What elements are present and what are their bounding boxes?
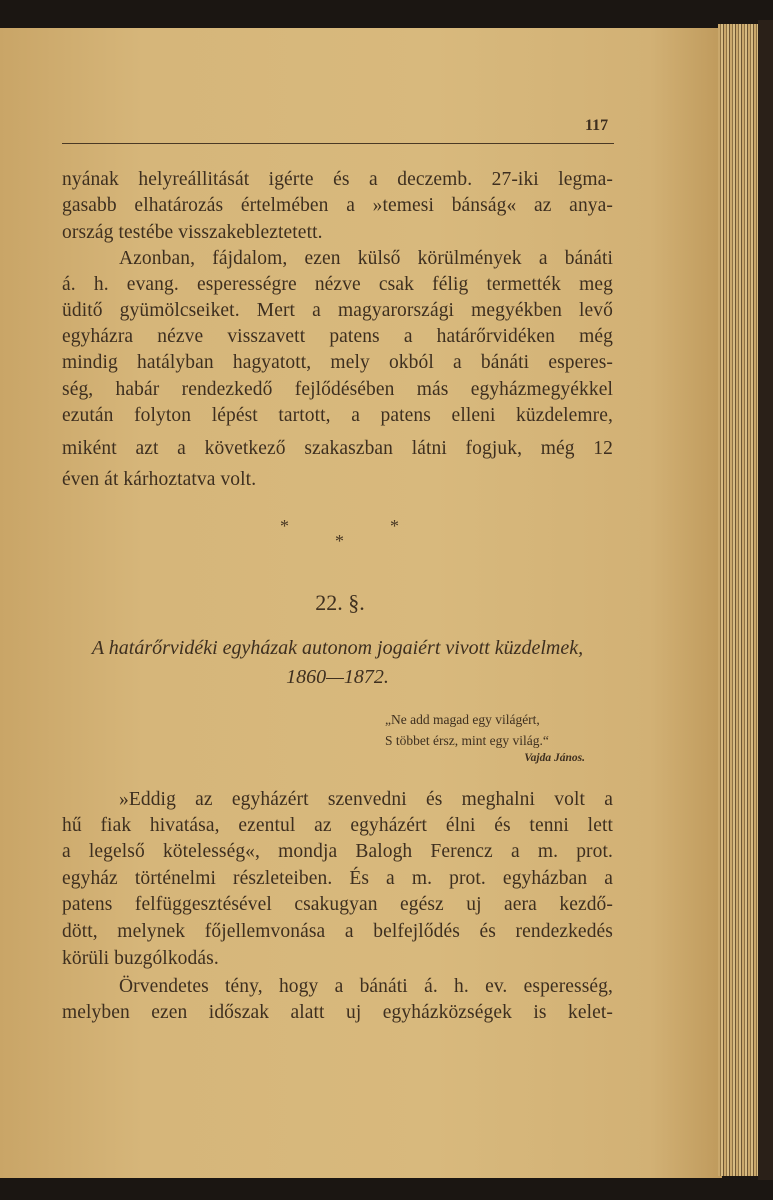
text-line: üditő gyümölcseiket. Mert a magyarországi megyékben levő [62,300,613,321]
text-line: egyház történelmi részleteiben. És a m. prot. egyházban a [62,868,613,889]
text-line: ezután folyton lépést tartott, a patens elleni küzdelemre, [62,405,613,426]
section-title-years: 1860—1872. [286,666,389,688]
epigraph-line: „Ne add magad egy világért, [385,712,540,727]
separator-asterisk: * [335,531,344,551]
text-line: miként azt a következő szakaszban látni fogjuk, még 12 [62,438,613,459]
text-line: nyának helyreállitását igérte és a deczemb. 27-iki legma- [62,169,613,190]
text-line: ség, habár rendezkedő fejlődésében más egyházmegyékkel [62,379,613,400]
text-line: »Eddig az egyházért szenvedni és meghalni volt a [119,789,613,810]
text-line: körüli buzgólkodás. [62,948,219,969]
text-line: gasabb elhatározás értelmében a »temesi bánság« az anya- [62,195,613,216]
text-line: á. h. evang. esperességre nézve csak félig termették meg [62,274,613,295]
separator-asterisk: * [390,516,399,536]
section-number: 22. §. [315,590,365,615]
epigraph-line: S többet érsz, mint egy világ.“ [385,733,549,748]
header-rule [62,143,614,144]
separator-asterisk: * [280,516,289,536]
text-line: mindig hatályban hagyatott, mely okból a bánáti esperes- [62,352,613,373]
text-line: ország testébe visszakebleztetett. [62,222,323,243]
text-line: hű fiak hivatása, ezentul az egyházért élni és tenni lett [62,815,613,836]
text-line: egyházra nézve visszavett patens a határőrvidéken még [62,326,613,347]
text-line: patens felfüggesztésével csakugyan egész uj aera kezdő- [62,894,613,915]
epigraph-author: Vajda János. [524,752,585,764]
page-edges [718,24,760,1176]
book-cover-edge [758,20,773,1180]
text-line: Azonban, fájdalom, ezen külső körülmények a bánáti [119,248,613,269]
text-line: a legelső kötelesség«, mondja Balogh Ferencz a m. prot. [62,841,613,862]
section-title: A határőrvidéki egyházak autonom jogaiért vivott küzdelmek, [91,637,584,659]
text-line: dött, melynek főjellemvonása a belfejlődés és rendezkedés [62,921,613,942]
page-number: 117 [585,117,609,134]
text-line: éven át kárhoztatva volt. [62,469,257,490]
text-line: Örvendetes tény, hogy a bánáti á. h. ev. esperesség, [119,976,613,997]
text-line: melyben ezen időszak alatt uj egyházközségek is kelet- [62,1002,613,1023]
